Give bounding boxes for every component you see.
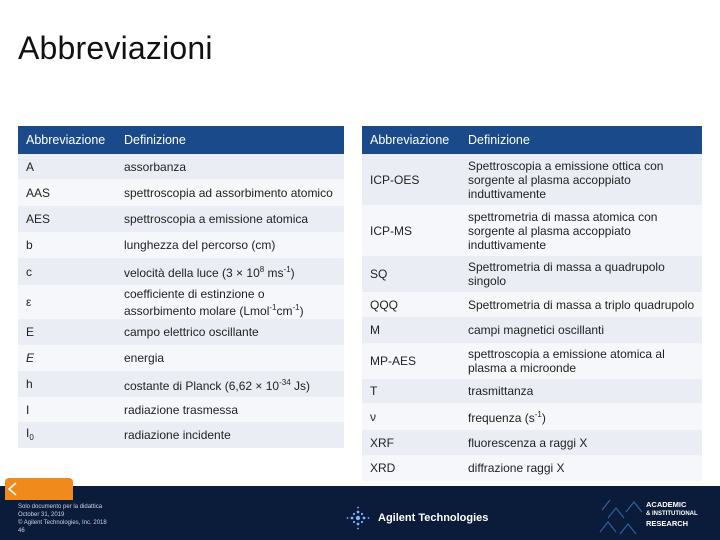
note-line: Solo documento per la didattica: [18, 504, 103, 510]
def-cell: campo elettrico oscillante: [124, 325, 259, 339]
table-row: [18, 285, 344, 319]
def-cell: Spettrometria di massa a triplo quadrupolo: [468, 297, 695, 312]
abbreviations-table-left: [18, 126, 344, 448]
def-cell: spettrometria di massa atomica con sorgente al plasma accoppiato induttivamente: [468, 209, 658, 252]
page-title: Abbreviazioni: [18, 30, 213, 66]
def-cell: Spettrometria di massa a quadrupolo singolo: [468, 260, 665, 288]
table-header-row: [18, 126, 344, 154]
def-cell: costante di Planck ($6,62 \times 10^{-34}$ Js): [124, 377, 311, 393]
abbr-cell: E: [26, 351, 35, 365]
note-line: October 31, 2019: [18, 512, 65, 518]
def-cell: lunghezza del percorso (cm): [124, 238, 276, 252]
table-row: [18, 345, 344, 371]
table-row: [362, 430, 702, 455]
abbr-cell: A: [26, 159, 35, 174]
table-row: [18, 154, 344, 179]
abbr-cell: $I_0$: [26, 425, 34, 442]
def-cell: diffrazione raggi X: [468, 461, 565, 475]
abbr-cell: T: [370, 384, 378, 398]
def-cell: frequenza $(s^{-1})$: [468, 410, 546, 425]
abbr-cell: b: [26, 238, 33, 252]
def-cell: energia: [124, 351, 165, 365]
footer-notes: [18, 503, 107, 535]
abbr-cell: E: [26, 325, 35, 339]
abbr-cell: ICP-OES: [370, 172, 420, 187]
agilent-spark-icon: [345, 505, 371, 531]
table-row: [18, 319, 344, 345]
def-cell: trasmittanza: [468, 384, 534, 398]
abbr-cell: SQ: [370, 267, 388, 281]
def-cell: assorbanza: [124, 159, 187, 174]
def-cell: Spettroscopia a emissione ottica con sorgente al plasma accoppiato induttivamente: [468, 158, 664, 201]
table-row: [362, 403, 702, 430]
table-row: [18, 397, 344, 422]
abbr-cell: QQQ: [370, 297, 399, 312]
table-row: [362, 256, 702, 292]
chevron-left-icon[interactable]: [6, 482, 20, 496]
abbr-cell: XRF: [370, 435, 394, 450]
header-def: Definizione: [124, 133, 186, 147]
note-line: © Agilent Technologies, Inc. 2018: [18, 520, 107, 526]
table-header-row: [362, 126, 702, 154]
abbreviations-table-right: [362, 126, 702, 481]
abbr-cell: h: [26, 377, 33, 391]
header-abbr: Abbreviazione: [370, 133, 450, 147]
table-row: [18, 258, 344, 285]
header-abbr: Abbreviazione: [26, 133, 106, 147]
abbr-cell: I: [26, 402, 30, 417]
abbr-cell: MP-AES: [370, 354, 417, 368]
def-cell: coefficiente di estinzione o assorbimento molare $(Lmol^{-1}cm^{-1})$: [124, 286, 304, 318]
contents-tab-label: Contents: [14, 466, 39, 472]
def-cell: radiazione trasmessa: [124, 402, 239, 417]
abbr-cell: ε: [26, 295, 32, 309]
abbr-cell: c: [26, 264, 32, 279]
def-cell: campi magnetici oscillanti: [468, 323, 605, 337]
table-row: [18, 179, 344, 206]
table-row: [18, 371, 344, 397]
table-row: [362, 292, 702, 317]
abbr-cell: ν: [370, 409, 376, 424]
abbr-cell: AES: [26, 212, 51, 226]
table-row: [18, 232, 344, 258]
agilent-brand-text: Agilent Technologies: [378, 512, 489, 524]
table-row: [362, 379, 702, 403]
academic-research-logo: [646, 500, 698, 529]
def-cell: radiazione incidente: [124, 428, 231, 442]
def-cell: fluorescenza a raggi X: [468, 435, 588, 450]
table-row: [18, 422, 344, 448]
academic-line: RESEARCH: [646, 519, 689, 528]
note-line: 46: [18, 528, 25, 534]
def-cell: spettroscopia a emissione atomica: [124, 212, 309, 226]
def-cell: spettroscopia a emissione atomica al plasma a microonde: [468, 347, 665, 375]
table-row: [362, 154, 702, 205]
agilent-logo: [345, 505, 488, 531]
abbr-cell: M: [370, 323, 380, 337]
academic-line: ACADEMIC: [646, 500, 687, 509]
header-def: Definizione: [468, 133, 530, 147]
table-row: [362, 317, 702, 343]
def-cell: velocità della luce ($3 \times 10^8$ $ms^{-1}$): [124, 265, 295, 280]
abbr-cell: XRD: [370, 461, 396, 475]
abbr-cell: AAS: [26, 185, 51, 200]
table-row: [362, 343, 702, 379]
abbr-cell: ICP-MS: [370, 223, 412, 238]
table-row: [362, 205, 702, 256]
table-row: [362, 455, 702, 481]
academic-line: & INSTITUTIONAL: [646, 510, 698, 517]
table-row: [18, 206, 344, 232]
def-cell: spettroscopia ad assorbimento atomico: [124, 185, 333, 200]
